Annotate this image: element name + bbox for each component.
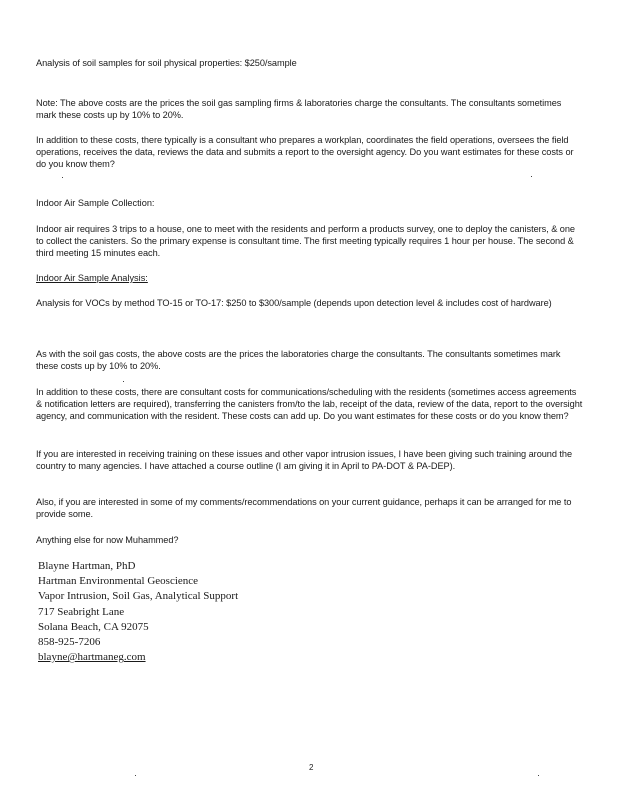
closing-question: Anything else for now Muhammed? [36,535,179,545]
signature-phone: 858-925-7206 [38,636,101,649]
note-paragraph: Note: The above costs are the prices the soil gas sampling firms & laboratories charge the consultants. The consultants sometimes mark these costs up by 10% to 20%. [36,98,562,120]
consultant-costs-paragraph: In addition to these costs, there typically is a consultant who prepares a workplan, coordinates the field operations, oversees the field operations, receives the data, reviews the data and submits a report to the oversight agency. Do you want estimates for these costs or do you know them? [36,135,574,169]
guidance-comments-paragraph: Also, if you are interested in some of my comments/recommendations on your current guidance, perhaps it can be arranged for me to provide some. [36,497,572,519]
signature-name: Blayne Hartman, PhD [38,560,136,572]
indoor-air-analysis-heading: Indoor Air Sample Analysis: [36,273,148,283]
signature-city: Solana Beach, CA 92075 [38,620,149,633]
signature-company: Hartman Environmental Geoscience [38,575,199,588]
training-paragraph: If you are interested in receiving training on these issues and other vapor intrusion issues, I have been giving such training around the country to many agencies. I have attached a course outline (I am giving it in April to PA-DOT & PA-DEP). [36,449,573,471]
indoor-air-collection-paragraph: Indoor air requires 3 trips to a house, one to meet with the residents and perform a products survey, one to deploy the canisters, & one to collect the canisters. So the primary expense is consultant time. The first meeting typically requires 1 hour per house. The second & third meeting 15 minutes each. [36,224,575,258]
scan-speck [531,176,532,177]
voc-analysis-paragraph: Analysis for VOCs by method TO-15 or TO-17: $250 to $300/sample (depends upon detection level & includes cost of hardware) [36,298,552,308]
signature-tagline: Vapor Intrusion, Soil Gas, Analytical Support [38,590,239,603]
signature-street: 717 Seabright Lane [38,605,125,618]
scan-speck [538,775,539,776]
signature-block [38,559,238,665]
page-number: 2 [309,763,314,772]
scan-speck [62,177,63,178]
indoor-air-collection-heading: Indoor Air Sample Collection: [36,198,155,208]
lab-costs-paragraph: As with the soil gas costs, the above costs are the prices the laboratories charge the consultants. The consultants sometimes mark these costs up by 10% to 20%. [36,349,561,371]
scan-speck [123,381,124,382]
soil-physical-analysis-line: Analysis of soil samples for soil physical properties: $250/sample [36,58,297,68]
resident-consultant-costs-paragraph: In addition to these costs, there are consultant costs for communications/scheduling with the residents (sometimes access agreements & notification letters are required), transferring the canisters from/to the lab, receipt of the data, review of the data, report to the oversight agency, and communication with the resident. These costs can add up. Do you want estimates for these costs or do you know them? [36,387,583,421]
signature-email-link[interactable]: blayne@hartmaneg.com [38,651,146,664]
scan-speck [135,775,136,776]
